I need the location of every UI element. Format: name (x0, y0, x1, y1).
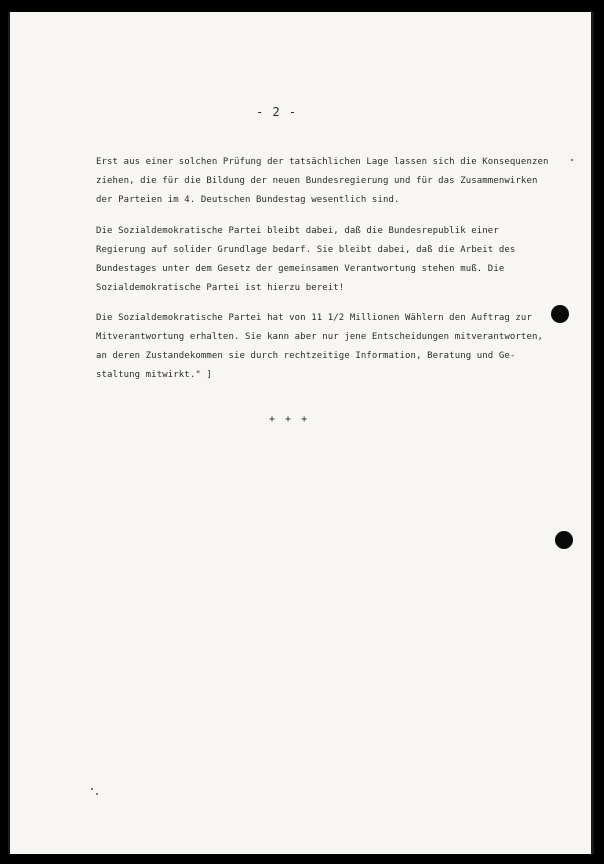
text-line: an deren Zustandekommen sie durch rechtzeitige Information, Beratung und Ge- (96, 351, 516, 361)
paragraph-consequences (96, 153, 549, 210)
punch-hole-top (551, 305, 569, 323)
paragraph-party-position (96, 222, 515, 298)
text-line: Mitverantwortung erhalten. Sie kann aber nur jene Entscheidungen mitverantworten, (96, 332, 543, 342)
scan-speck (571, 159, 573, 161)
section-separator: + + + (269, 414, 310, 425)
paragraph-mandate (96, 309, 543, 385)
text-line: Bundestages unter dem Gesetz der gemeinsamen Verantwortung stehen muß. Die (96, 264, 505, 274)
text-line: der Parteien im 4. Deutschen Bundestag wesentlich sind. (96, 195, 400, 205)
page-number: - 2 - (256, 105, 298, 119)
text-line: Regierung auf solider Grundlage bedarf. Sie bleibt dabei, daß die Arbeit des (96, 245, 516, 255)
text-line: ziehen, die für die Bildung der neuen Bundesregierung und für das Zusammenwirken (96, 176, 538, 186)
scan-speck (91, 788, 93, 790)
text-line: Die Sozialdemokratische Partei hat von 11 1/2 Millionen Wählern den Auftrag zur (96, 313, 532, 323)
text-line: staltung mitwirkt." ] (96, 370, 212, 380)
text-line: Die Sozialdemokratische Partei bleibt dabei, daß die Bundesrepublik einer (96, 226, 499, 236)
scan-speck (96, 793, 98, 795)
text-line: Erst aus einer solchen Prüfung der tatsächlichen Lage lassen sich die Konsequenzen (96, 157, 549, 167)
punch-hole-bottom (555, 531, 573, 549)
document-page (8, 12, 594, 854)
text-line: Sozialdemokratische Partei ist hierzu bereit! (96, 283, 345, 293)
